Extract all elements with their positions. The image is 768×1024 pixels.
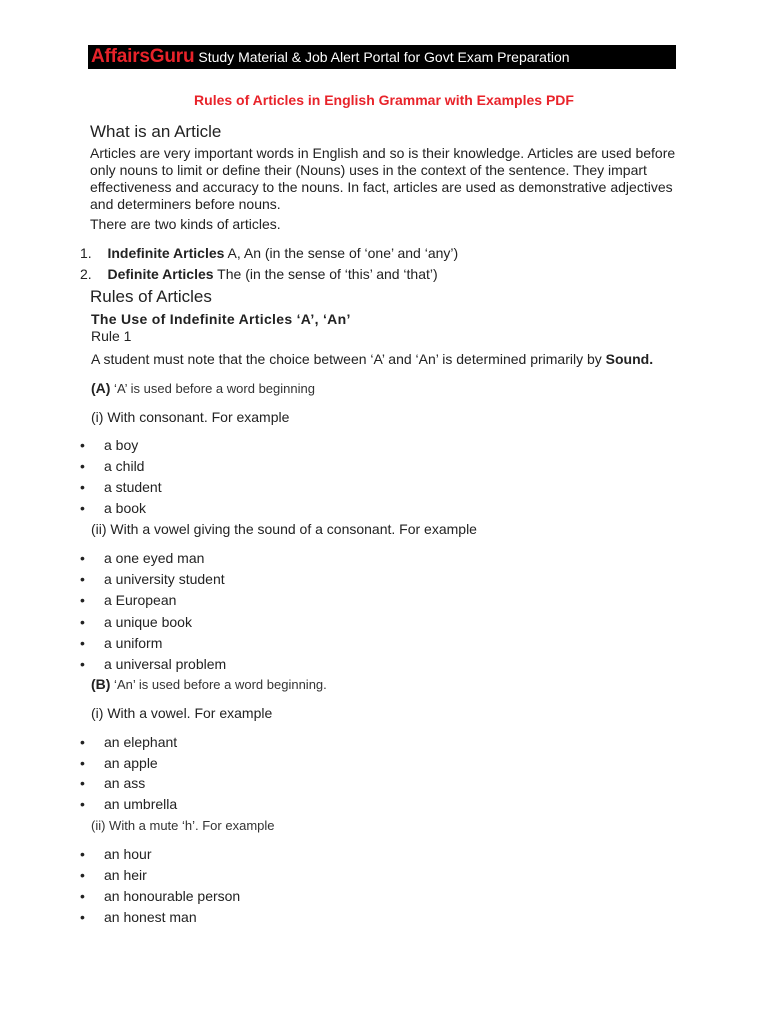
- list-item: [80, 796, 177, 812]
- list-item-text: a unique book: [104, 613, 192, 630]
- bullet-icon: •: [80, 867, 85, 883]
- list-item: [80, 775, 145, 791]
- list-item-text: The (in the sense of ‘this’ and ‘that’): [213, 266, 438, 282]
- point-a-label: (A): [91, 380, 111, 396]
- list-item: [80, 571, 225, 587]
- site-banner: [88, 45, 676, 69]
- list-item-bold: Definite Articles: [107, 266, 214, 282]
- bullet-icon: •: [80, 754, 85, 771]
- list-item: [80, 500, 146, 516]
- brand-logo[interactable]: AffairsGuru: [91, 46, 195, 67]
- list-item: [80, 266, 438, 282]
- list-item-text: a one eyed man: [104, 550, 205, 566]
- bullet-icon: •: [80, 909, 85, 925]
- bullet-icon: •: [80, 592, 85, 609]
- list-item: [80, 245, 458, 261]
- point-b-text: ‘An’ is used before a word beginning.: [110, 677, 327, 692]
- sub-point-b-i: (i) With a vowel. For example: [91, 705, 273, 721]
- list-number: 2.: [80, 266, 92, 282]
- bullet-icon: •: [80, 796, 85, 813]
- list-item: [80, 755, 158, 771]
- intro-paragraph: Articles are very important words in English and so is their knowledge. Articles are used before only nouns to limit or define their (Nouns) uses in the context of the sentence. They impart effectiveness and accuracy to the nouns. In fact, articles are used as demonstrative adjectives and determiners before nouns.: [90, 145, 676, 212]
- list-item: [80, 550, 204, 566]
- bullet-icon: •: [80, 613, 85, 630]
- bullet-icon: •: [80, 550, 85, 566]
- list-item: [80, 479, 162, 495]
- bullet-icon: •: [80, 458, 85, 474]
- rule-text-bold: Sound.: [605, 351, 654, 367]
- rule-text-main: A student must note that the choice between ‘A’ and ‘An’ is determined primarily by: [91, 351, 606, 367]
- bullet-icon: •: [80, 656, 85, 672]
- list-item: [80, 909, 197, 925]
- bullet-icon: •: [80, 734, 85, 750]
- list-item: [80, 867, 147, 883]
- list-item-text: a European: [104, 592, 177, 609]
- sub-point-a-ii: (ii) With a vowel giving the sound of a consonant. For example: [91, 521, 477, 537]
- list-number: 1.: [80, 245, 92, 261]
- list-item-text: an ass: [104, 775, 146, 792]
- list-item-text: A, An (in the sense of ‘one’ and ‘any’): [224, 245, 459, 261]
- list-item-text: a uniform: [104, 634, 163, 651]
- list-item-text: an elephant: [104, 734, 178, 750]
- point-b-label: (B): [91, 676, 111, 692]
- document-title: Rules of Articles in English Grammar with Examples PDF: [194, 92, 574, 108]
- bullet-icon: •: [80, 846, 85, 862]
- list-item-text: a universal problem: [104, 656, 227, 672]
- list-item: [80, 888, 240, 904]
- bullet-icon: •: [80, 775, 85, 792]
- list-item-bold: Indefinite Articles: [107, 245, 225, 261]
- bullet-icon: •: [80, 888, 85, 904]
- point-a: [91, 380, 315, 396]
- list-item: [80, 635, 162, 651]
- list-item-text: an honest man: [104, 909, 197, 925]
- section-heading-what-is-article: What is an Article: [90, 122, 222, 141]
- list-item-text: an honourable person: [104, 888, 241, 904]
- section-heading-rules: Rules of Articles: [90, 287, 212, 306]
- bullet-icon: •: [80, 571, 85, 588]
- list-item: [80, 458, 144, 474]
- site-tagline: Study Material & Job Alert Portal for Govt Exam Preparation: [198, 49, 570, 65]
- bullet-icon: •: [80, 479, 85, 495]
- bullet-icon: •: [80, 437, 85, 453]
- kinds-sentence: There are two kinds of articles.: [90, 216, 281, 232]
- sub-point-b-ii: (ii) With a mute ‘h’. For example: [91, 818, 275, 833]
- rule-label: Rule 1: [91, 328, 132, 344]
- list-item-text: an apple: [104, 754, 158, 771]
- point-a-text: ‘A’ is used before a word beginning: [110, 381, 315, 396]
- list-item-text: a child: [104, 458, 145, 474]
- list-item-text: an heir: [104, 867, 147, 883]
- list-item: [80, 437, 138, 453]
- sub-point-a-i: (i) With consonant. For example: [91, 409, 290, 425]
- point-b: [91, 676, 327, 692]
- list-item-text: a book: [104, 500, 147, 516]
- list-item-text: an hour: [104, 846, 152, 862]
- rule-text: [91, 351, 653, 367]
- bullet-icon: •: [80, 500, 85, 516]
- list-item: [80, 592, 176, 608]
- list-item-text: a university student: [104, 571, 225, 588]
- list-item-text: an umbrella: [104, 796, 178, 813]
- list-item: [80, 734, 177, 750]
- list-item: [80, 656, 226, 672]
- list-item-text: a boy: [104, 437, 139, 453]
- subheading-indefinite-use: The Use of Indefinite Articles ‘A’, ‘An’: [91, 311, 351, 327]
- bullet-icon: •: [80, 634, 85, 651]
- list-item: [80, 846, 151, 862]
- list-item: [80, 614, 192, 630]
- list-item-text: a student: [104, 479, 162, 495]
